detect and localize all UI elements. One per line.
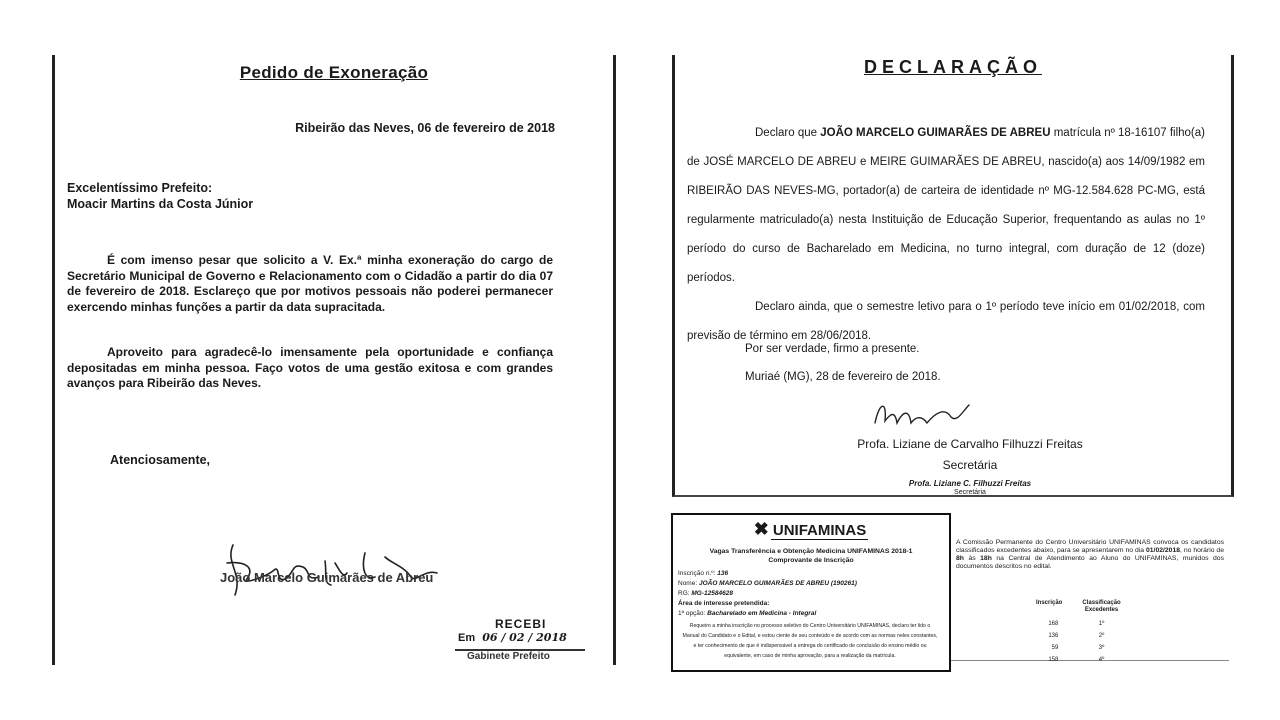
letter-paragraph-1: É com imenso pesar que solicito a V. Ex.ª minha exoneração do cargo de Secretário Municipal de Governo e Relacionamento com o Cidadão a partir do dia 07 de fevereiro de 2018. Esclareço que por motivos pessoais não poderei permanecer exercendo minhas funções a partir da data supracitada. <box>67 253 553 314</box>
letter-paragraph-2: Aproveito para agradecê-lo imensamente pela oportunidade e confiança depositadas em minha pessoa. Faço votos de uma gestão exitosa e com grandes avanços para Ribeirão das Neves. <box>67 345 553 390</box>
opcao-label: 1ª opção: <box>678 610 708 617</box>
registration-receipt <box>671 513 951 672</box>
call-notice <box>951 530 1229 661</box>
notice-outro: na Central de Atendimento ao Aluno do UNIFAMINAS, munidos dos documentos descritos no edital. <box>956 555 1224 570</box>
receipt-opcao <box>678 610 816 617</box>
declaration-p1-rest: matrícula nº 18-16107 filho(a) de JOSÉ MARCELO DE ABREU e MEIRE GUIMARÃES DE ABREU, nascido(a) aos 14/09/1982 em RIBEIRÃO DAS NEVES-MG, portador(a) de carteira de identidade nº MG-12.584.628 PC-MG, está regularmente matriculado(a) nesta Instituição de Educação Superior, frequentando as aulas no 1º período do curso de Bacharelado em Medicina, no turno integral, com duração de 12 (doze) períodos. <box>687 127 1205 284</box>
table-row <box>1026 642 1131 654</box>
candidates-table <box>1026 600 1131 666</box>
rg-value: MG-12584628 <box>691 590 733 597</box>
call-notice-text <box>956 539 1224 571</box>
inscricao-value: 136 <box>717 570 729 577</box>
declaration-student-name: JOÃO MARCELO GUIMARÃES DE ABREU <box>820 127 1051 139</box>
row-classificacao: 1º <box>1098 621 1105 627</box>
col-inscricao: Inscrição <box>1036 600 1063 606</box>
declaration-body <box>687 119 1205 351</box>
letter-salutation <box>67 180 253 212</box>
handwritten-signature <box>215 533 455 603</box>
receipt-area <box>678 600 769 607</box>
receipt-rg <box>678 590 733 597</box>
received-stamp-office: Gabinete Prefeito <box>467 651 550 662</box>
col-classificacao-line2: Excedentes <box>1084 607 1119 613</box>
notice-end-hour: 18h <box>980 555 992 562</box>
letter-title: Pedido de Exoneração <box>239 63 429 82</box>
declaration-place-date: Muriaé (MG), 28 de fevereiro de 2018. <box>745 371 941 383</box>
opcao-value: Bacharelado em Medicina - Integral <box>707 610 817 617</box>
unifaminas-x-icon: ✖ <box>753 519 769 539</box>
declaration-paragraph-2: Declaro ainda, que o semestre letivo para o 1º período teve início em 01/02/2018, com previsão de término em 28/06/2018. <box>687 301 1205 342</box>
rg-label: RG: <box>678 590 692 597</box>
declaration-title: DECLARAÇÃO <box>864 57 1042 77</box>
notice-time-sep: às <box>963 555 981 562</box>
row-classificacao: 2º <box>1098 633 1105 639</box>
row-inscricao: 158 <box>1048 657 1059 663</box>
row-inscricao: 136 <box>1048 633 1059 639</box>
row-inscricao: 59 <box>1051 645 1059 651</box>
declaration-paragraph-1 <box>687 119 1205 293</box>
secretary-stamp-name: Profa. Liziane C. Filhuzzi Freitas <box>908 479 1032 488</box>
receipt-inscricao <box>678 570 728 577</box>
unifaminas-logo-text: UNIFAMINAS <box>772 522 867 539</box>
letter-dateline: Ribeirão das Neves, 06 de fevereiro de 2018 <box>295 121 555 135</box>
enrollment-declaration <box>672 55 1234 497</box>
row-classificacao: 3º <box>1098 645 1105 651</box>
candidates-table-header <box>1026 600 1131 614</box>
resignation-letter <box>52 55 616 665</box>
salutation-line-2: Moacir Martins da Costa Júnior <box>67 197 254 211</box>
row-classificacao: 4º <box>1098 657 1105 663</box>
notice-time-intro: , no horário de <box>1180 547 1224 554</box>
letter-closing: Atenciosamente, <box>110 453 211 467</box>
nome-value: JOÃO MARCELO GUIMARÃES DE ABREU (190261) <box>698 580 857 587</box>
col-classificacao <box>1072 600 1130 614</box>
row-inscricao: 168 <box>1048 621 1059 627</box>
received-stamp-label: RECEBI <box>495 617 547 631</box>
col-classificacao-line1: Classificação <box>1082 600 1121 606</box>
salutation-line-1: Excelentíssimo Prefeito: <box>67 181 213 195</box>
inscricao-label: Inscrição n.º: <box>678 570 718 577</box>
notice-date: 01/02/2018 <box>1146 547 1181 554</box>
notice-intro: A Comissão Permanente do Centro Universitário UNIFAMINAS convoca os candidatos classificados excedentes abaixo, para se apresentarem no dia <box>956 539 1224 554</box>
receipt-declaration: Requeiro a minha inscrição no processo seletivo do Centro Universitário UNIFAMINAS, declaro ter lido o Manual do Candidato e o Edital, e estou ciente de seu conteúdo e de acordo com as normas neles constantes, e ter conhecimento de que é indispensável a entrega do certificado de conclusão do ensino médio ou equivalente, em caso de minha aprovação, para a realização da matrícula. <box>682 623 938 659</box>
letter-signer-name: João Marcelo Guimarães de Abreu <box>220 570 434 585</box>
received-em-label: Em <box>458 632 476 644</box>
receipt-nome <box>678 580 857 587</box>
receipt-heading: Vagas Transferência e Obtenção Medicina UNIFAMINAS 2018-1 <box>709 548 913 555</box>
table-row <box>1026 654 1131 666</box>
secretary-name: Profa. Liziane de Carvalho Filhuzzi Freitas <box>857 437 1083 451</box>
notice-start-hour: 8h <box>956 555 964 562</box>
area-label: Área de interesse pretendida: <box>678 600 770 607</box>
declaration-p1-intro: Declaro que <box>755 127 821 139</box>
nome-label: Nome: <box>678 580 699 587</box>
declaration-truth-line: Por ser verdade, firmo a presente. <box>745 343 920 355</box>
secretary-role: Secretária <box>942 458 998 472</box>
received-date-handwritten: 06 / 02 / 2018 <box>482 631 567 644</box>
unifaminas-logo <box>673 519 949 540</box>
receipt-subheading: Comprovante de Inscrição <box>768 557 854 564</box>
table-row <box>1026 614 1131 630</box>
secretary-signature <box>865 393 975 433</box>
table-row <box>1026 630 1131 642</box>
received-stamp-date <box>458 631 567 644</box>
secretary-stamp-role: Secretária <box>954 489 986 496</box>
